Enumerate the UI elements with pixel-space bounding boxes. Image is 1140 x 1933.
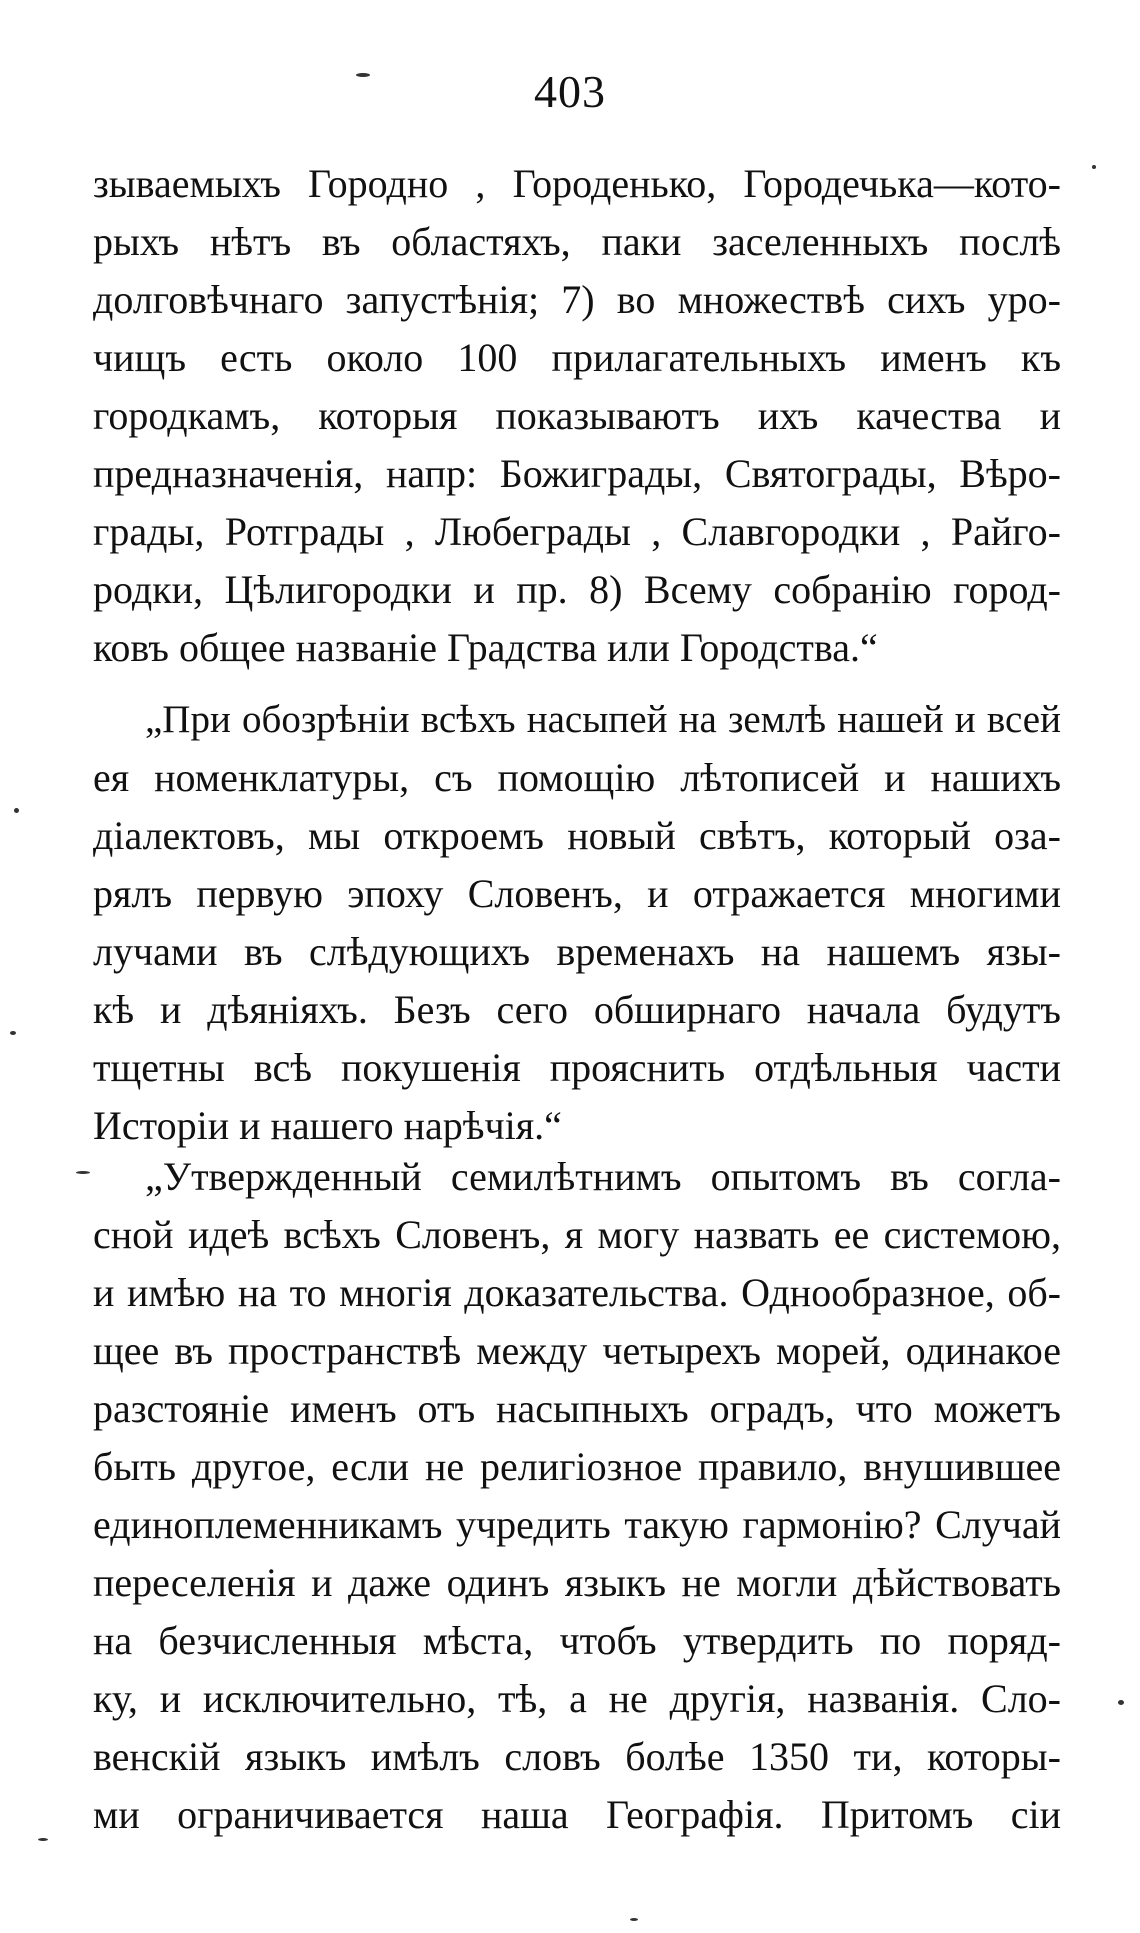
text-line: быть другое, если не религіозное правило, внушившее	[93, 1444, 1061, 1489]
text-line: долговѣчнаго запустѣнія; 7) во множествѣ сихъ уро-	[93, 277, 1061, 322]
text-line: единоплеменникамъ учредить такую гармонію? Случай	[93, 1502, 1061, 1547]
text-line: городкамъ, которыя показываютъ ихъ качества и	[93, 393, 1061, 438]
text-line: родки, Цѣлигородки и пр. 8) Всему собранію город-	[93, 567, 1061, 612]
print-speck	[1092, 165, 1096, 169]
print-speck	[38, 1838, 48, 1841]
text-line: чищъ есть около 100 прилагательныхъ именъ къ	[93, 335, 1061, 380]
paragraph-3	[93, 1148, 1061, 1844]
text-line: тщетны всѣ покушенія прояснить отдѣльныя части	[93, 1045, 1061, 1090]
text-line: ку, и исключительно, тѣ, а не другія, названія. Сло-	[93, 1676, 1061, 1721]
text-line: и имѣю на то многія доказательства. Однообразное, об-	[93, 1270, 1061, 1315]
print-speck	[14, 808, 19, 813]
page-number: 403	[534, 66, 606, 117]
text-line: рялъ первую эпоху Словенъ, и отражается многими	[93, 871, 1061, 916]
text-line: „Утвержденный семилѣтнимъ опытомъ въ согла-	[145, 1154, 1061, 1199]
text-line: венскій языкъ имѣлъ словъ болѣе 1350 ти, которы-	[93, 1734, 1061, 1779]
text-line: ея номенклатуры, съ помощію лѣтописей и нашихъ	[93, 755, 1061, 800]
text-line: Исторіи и нашего нарѣчія.“	[93, 1103, 562, 1148]
print-speck	[1118, 1700, 1124, 1705]
paragraph-2	[93, 691, 1061, 1155]
text-line: кѣ и дѣяніяхъ. Безъ сего обширнаго начала будутъ	[93, 987, 1061, 1032]
text-line: „При обозрѣніи всѣхъ насыпей на землѣ нашей и всей	[145, 698, 1061, 741]
text-line: грады, Ротграды , Любеграды , Славгородки , Райго-	[93, 509, 1061, 554]
text-line: на безчисленныя мѣста, чтобъ утвердить по поряд-	[93, 1618, 1061, 1663]
text-line: ми ограничивается наша Географія. Притомъ сіи	[93, 1792, 1061, 1837]
text-line: предназначенія, напр: Божиграды, Святограды, Вѣро-	[93, 451, 1061, 496]
print-speck	[76, 1171, 90, 1174]
print-speck	[10, 1031, 16, 1035]
text-line: переселенія и даже одинъ языкъ не могли дѣйствовать	[93, 1560, 1061, 1605]
print-speck	[630, 1918, 638, 1921]
text-line: лучами въ слѣдующихъ временахъ на нашемъ язы-	[93, 929, 1061, 974]
text-line: щее въ пространствѣ между четырехъ морей, одинакое	[93, 1328, 1061, 1373]
text-line: сной идеѣ всѣхъ Словенъ, я могу назвать ее системою,	[93, 1212, 1061, 1257]
print-speck	[356, 73, 370, 77]
text-line: ковъ общее названіе Градства или Городства.“	[93, 625, 878, 670]
text-line: зываемыхъ Городно , Городенько, Городечька—кото-	[93, 161, 1061, 206]
text-line: діалектовъ, мы откроемъ новый свѣтъ, который оза-	[93, 813, 1061, 858]
paragraph-1	[93, 155, 1061, 677]
text-line: рыхъ нѣтъ въ областяхъ, паки заселенныхъ послѣ	[93, 219, 1061, 264]
text-line: разстояніе именъ отъ насыпныхъ оградъ, что можетъ	[93, 1386, 1061, 1431]
